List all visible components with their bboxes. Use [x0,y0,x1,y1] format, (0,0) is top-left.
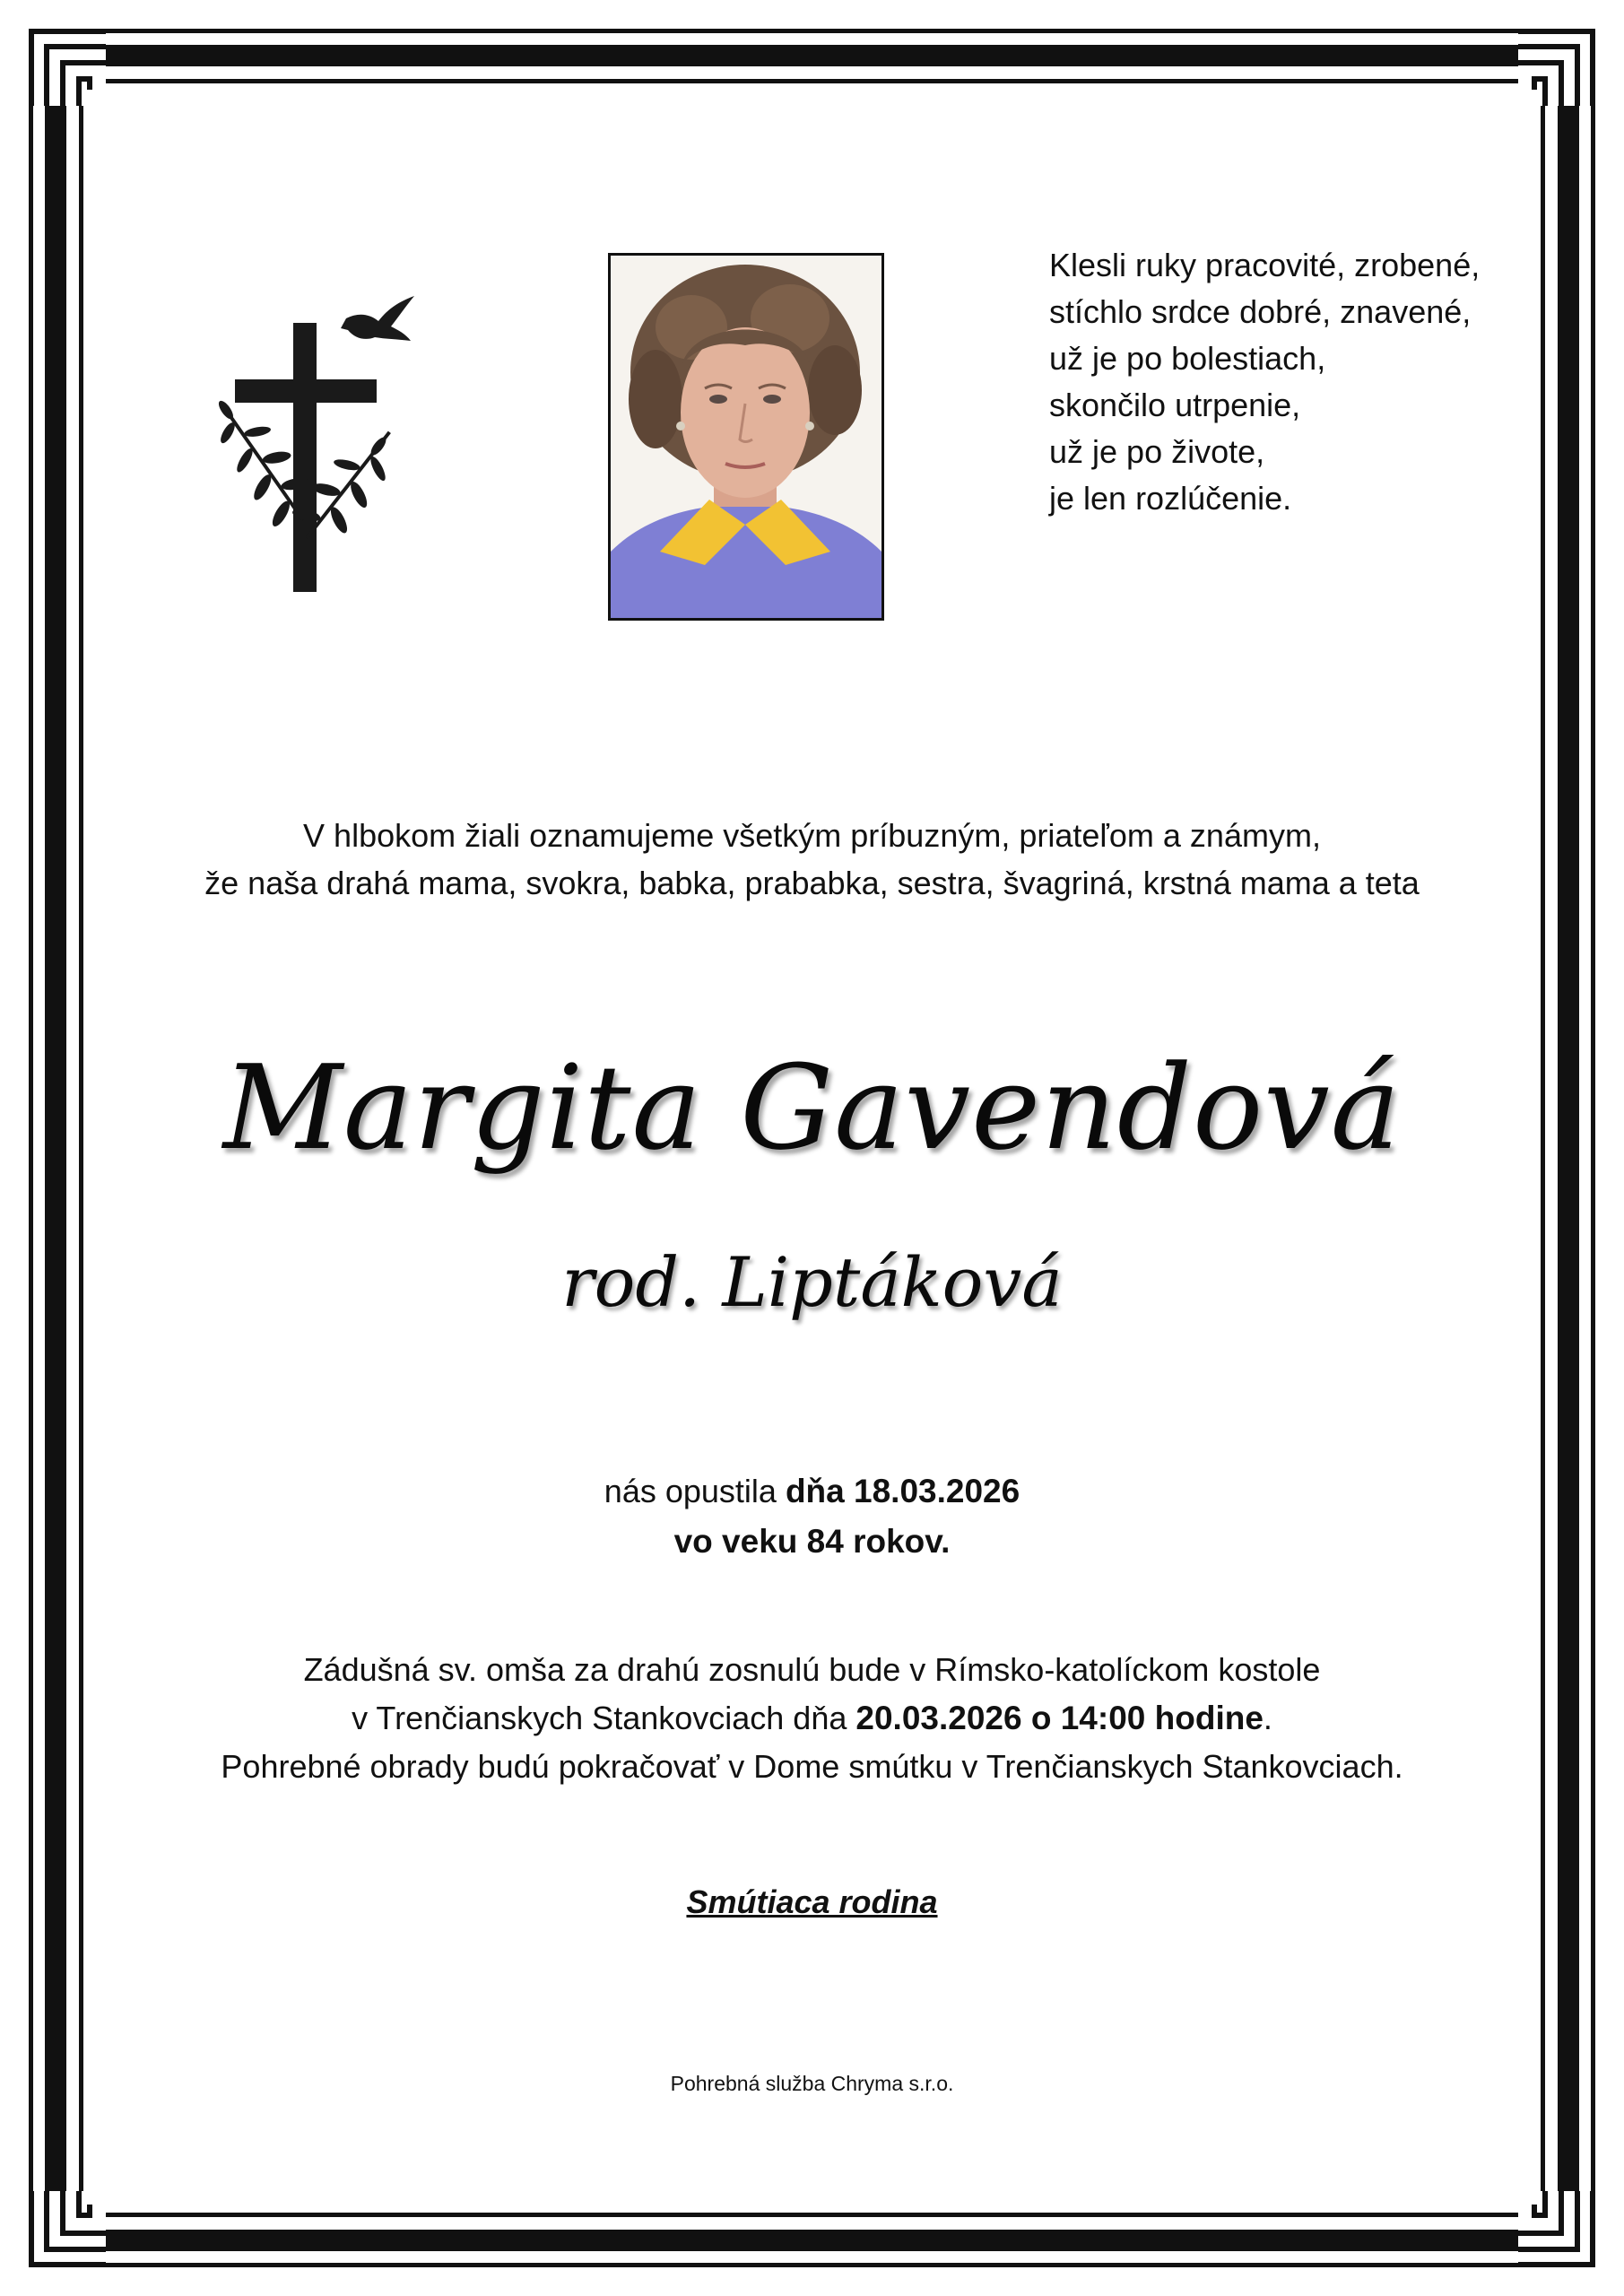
service-datetime: 20.03.2026 o 14:00 hodine [855,1700,1264,1736]
poem-line: Klesli ruky pracovité, zrobené, [1049,247,1481,283]
poem-line: už je po živote, [1049,433,1265,470]
poem-line: stíchlo srdce dobré, znavené, [1049,293,1472,330]
funeral-service-info [0,1646,1624,1791]
intro-line-1: V hlbokom žiali oznamujeme všetkým príbuzným, priateľom a známym, [303,817,1321,854]
service-place: v Trenčianskych Stankovciach dňa [352,1700,847,1736]
announcement-intro [0,812,1624,907]
poem-line: skončilo utrpenie, [1049,387,1301,423]
memorial-poem [1049,242,1480,522]
funeral-service-provider: Pohrebná služba Chryma s.r.o. [670,2072,954,2095]
poem-line: je len rozlúčenie. [1049,480,1292,517]
intro-line-2: že naša drahá mama, svokra, babka, prababka, sestra, švagriná, krstná mama a teta [204,865,1420,901]
cross-with-dove-icon [206,287,430,601]
maiden-name: rod. Liptáková [561,1242,1063,1322]
death-info [0,1466,1624,1567]
service-line-3: Pohrebné obrady budú pokračovať v Dome smútku v Trenčianskych Stankovciach. [221,1748,1403,1785]
deceased-name: Margita Gavendová [222,1039,1402,1176]
portrait-photo [608,253,884,621]
poem-line: už je po bolestiach, [1049,340,1326,377]
death-prefix: nás opustila [604,1473,777,1509]
service-line-2 [0,1694,1624,1743]
service-line-1: Zádušná sv. omša za drahú zosnulú bude v Rímsko-katolíckom kostole [303,1651,1321,1688]
family-signature: Smútiaca rodina [686,1883,938,1920]
death-age: vo veku 84 rokov. [673,1523,951,1560]
service-period: . [1263,1700,1272,1736]
death-date: dňa 18.03.2026 [785,1473,1020,1509]
